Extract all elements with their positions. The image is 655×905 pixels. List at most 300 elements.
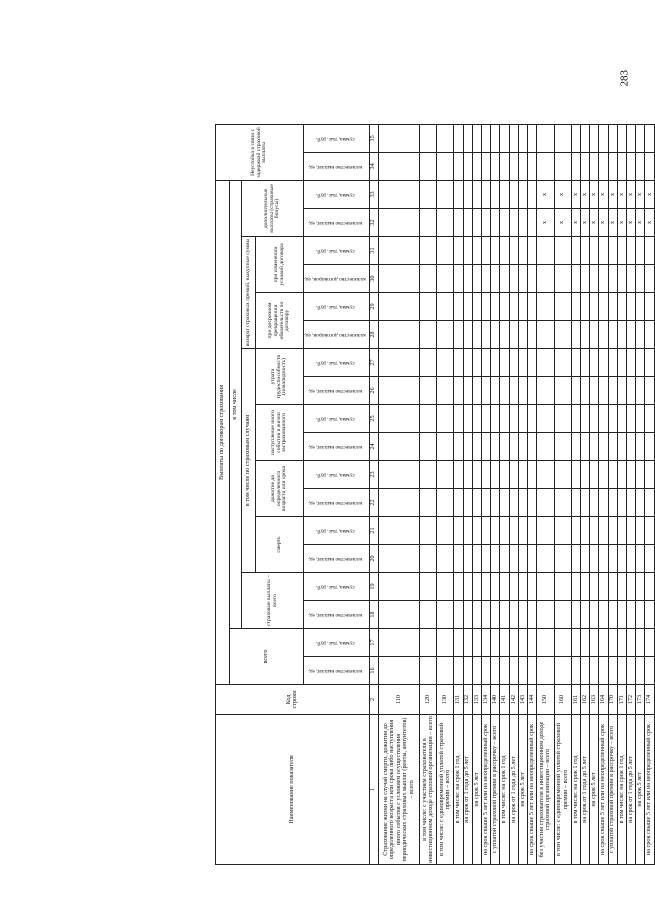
data-cell[interactable]: х (580, 180, 589, 208)
data-cell[interactable] (528, 405, 537, 433)
data-cell[interactable] (419, 517, 436, 545)
data-cell[interactable]: х (617, 180, 626, 208)
data-cell[interactable] (491, 657, 500, 685)
data-cell[interactable] (437, 265, 454, 293)
data-cell[interactable] (636, 601, 645, 629)
data-cell[interactable] (491, 405, 500, 433)
data-cell[interactable]: х (636, 209, 645, 237)
data-cell[interactable] (518, 573, 527, 601)
data-cell[interactable] (463, 124, 472, 152)
data-cell[interactable] (537, 545, 554, 573)
data-cell[interactable] (627, 124, 636, 152)
data-cell[interactable] (608, 152, 617, 180)
data-cell[interactable]: х (627, 180, 636, 208)
data-cell[interactable] (608, 377, 617, 405)
data-cell[interactable] (509, 237, 518, 265)
data-cell[interactable] (645, 293, 655, 321)
data-cell[interactable] (599, 405, 608, 433)
data-cell[interactable] (580, 489, 589, 517)
data-cell[interactable] (528, 180, 537, 208)
data-cell[interactable] (419, 180, 436, 208)
data-cell[interactable] (491, 545, 500, 573)
data-cell[interactable] (454, 405, 463, 433)
data-cell[interactable] (437, 321, 454, 349)
data-cell[interactable] (627, 489, 636, 517)
data-cell[interactable] (419, 489, 436, 517)
data-cell[interactable] (528, 152, 537, 180)
data-cell[interactable] (627, 573, 636, 601)
data-cell[interactable] (509, 489, 518, 517)
data-cell[interactable] (599, 321, 608, 349)
data-cell[interactable] (437, 461, 454, 489)
data-cell[interactable] (481, 293, 490, 321)
data-cell[interactable] (472, 601, 481, 629)
data-cell[interactable] (472, 517, 481, 545)
data-cell[interactable] (645, 545, 655, 573)
data-cell[interactable] (419, 405, 436, 433)
data-cell[interactable] (645, 152, 655, 180)
data-cell[interactable] (617, 237, 626, 265)
data-cell[interactable] (463, 629, 472, 657)
data-cell[interactable] (590, 433, 599, 461)
data-cell[interactable] (554, 349, 571, 377)
data-cell[interactable] (599, 377, 608, 405)
data-cell[interactable] (419, 657, 436, 685)
data-cell[interactable] (437, 489, 454, 517)
data-cell[interactable] (537, 377, 554, 405)
data-cell[interactable] (537, 124, 554, 152)
data-cell[interactable] (599, 461, 608, 489)
data-cell[interactable] (617, 545, 626, 573)
data-cell[interactable] (580, 321, 589, 349)
data-cell[interactable] (378, 629, 419, 657)
data-cell[interactable] (463, 405, 472, 433)
data-cell[interactable] (645, 265, 655, 293)
data-cell[interactable] (481, 657, 490, 685)
data-cell[interactable] (454, 657, 463, 685)
data-cell[interactable] (509, 657, 518, 685)
data-cell[interactable] (518, 237, 527, 265)
data-cell[interactable] (518, 657, 527, 685)
data-cell[interactable] (518, 124, 527, 152)
data-cell[interactable] (500, 152, 509, 180)
data-cell[interactable] (617, 629, 626, 657)
data-cell[interactable] (481, 265, 490, 293)
data-cell[interactable] (518, 180, 527, 208)
data-cell[interactable] (463, 237, 472, 265)
data-cell[interactable] (491, 293, 500, 321)
data-cell[interactable] (636, 405, 645, 433)
data-cell[interactable] (554, 629, 571, 657)
data-cell[interactable] (472, 545, 481, 573)
data-cell[interactable] (580, 573, 589, 601)
data-cell[interactable] (454, 517, 463, 545)
data-cell[interactable] (463, 517, 472, 545)
data-cell[interactable] (537, 573, 554, 601)
data-cell[interactable] (590, 265, 599, 293)
data-cell[interactable] (590, 545, 599, 573)
data-cell[interactable] (617, 405, 626, 433)
data-cell[interactable] (378, 545, 419, 573)
data-cell[interactable] (454, 152, 463, 180)
data-cell[interactable] (599, 517, 608, 545)
data-cell[interactable] (645, 657, 655, 685)
data-cell[interactable] (636, 152, 645, 180)
data-cell[interactable] (627, 629, 636, 657)
data-cell[interactable] (627, 461, 636, 489)
data-cell[interactable] (509, 265, 518, 293)
data-cell[interactable] (537, 657, 554, 685)
data-cell[interactable] (472, 237, 481, 265)
data-cell[interactable]: х (590, 180, 599, 208)
data-cell[interactable] (554, 152, 571, 180)
data-cell[interactable] (528, 237, 537, 265)
data-cell[interactable] (599, 657, 608, 685)
data-cell[interactable] (617, 265, 626, 293)
data-cell[interactable] (571, 545, 580, 573)
data-cell[interactable] (491, 124, 500, 152)
data-cell[interactable] (554, 657, 571, 685)
data-cell[interactable] (571, 461, 580, 489)
data-cell[interactable] (617, 152, 626, 180)
data-cell[interactable] (608, 237, 617, 265)
data-cell[interactable] (627, 321, 636, 349)
data-cell[interactable] (472, 377, 481, 405)
data-cell[interactable] (454, 124, 463, 152)
data-cell[interactable] (571, 152, 580, 180)
data-cell[interactable] (636, 265, 645, 293)
data-cell[interactable] (378, 405, 419, 433)
data-cell[interactable] (580, 517, 589, 545)
data-cell[interactable] (500, 209, 509, 237)
data-cell[interactable] (518, 601, 527, 629)
data-cell[interactable] (580, 349, 589, 377)
data-cell[interactable] (472, 405, 481, 433)
data-cell[interactable] (580, 124, 589, 152)
data-cell[interactable] (599, 152, 608, 180)
data-cell[interactable] (645, 517, 655, 545)
data-cell[interactable] (481, 489, 490, 517)
data-cell[interactable] (463, 461, 472, 489)
data-cell[interactable] (645, 601, 655, 629)
data-cell[interactable] (463, 265, 472, 293)
data-cell[interactable] (518, 152, 527, 180)
data-cell[interactable] (599, 433, 608, 461)
data-cell[interactable] (518, 209, 527, 237)
data-cell[interactable] (491, 629, 500, 657)
data-cell[interactable] (472, 629, 481, 657)
data-cell[interactable] (580, 265, 589, 293)
data-cell[interactable] (571, 124, 580, 152)
data-cell[interactable] (518, 461, 527, 489)
data-cell[interactable] (636, 321, 645, 349)
data-cell[interactable] (636, 293, 645, 321)
data-cell[interactable]: х (580, 209, 589, 237)
data-cell[interactable] (537, 321, 554, 349)
data-cell[interactable] (528, 461, 537, 489)
data-cell[interactable] (437, 573, 454, 601)
data-cell[interactable] (419, 545, 436, 573)
data-cell[interactable]: х (571, 209, 580, 237)
data-cell[interactable] (580, 152, 589, 180)
data-cell[interactable] (554, 405, 571, 433)
data-cell[interactable] (509, 321, 518, 349)
data-cell[interactable] (528, 517, 537, 545)
data-cell[interactable] (491, 377, 500, 405)
data-cell[interactable] (419, 601, 436, 629)
data-cell[interactable] (590, 377, 599, 405)
data-cell[interactable] (627, 657, 636, 685)
data-cell[interactable]: х (537, 209, 554, 237)
data-cell[interactable] (580, 293, 589, 321)
data-cell[interactable] (472, 657, 481, 685)
data-cell[interactable] (481, 124, 490, 152)
data-cell[interactable] (509, 293, 518, 321)
data-cell[interactable] (509, 124, 518, 152)
data-cell[interactable] (571, 377, 580, 405)
data-cell[interactable] (571, 489, 580, 517)
data-cell[interactable] (481, 601, 490, 629)
data-cell[interactable] (599, 293, 608, 321)
data-cell[interactable] (590, 237, 599, 265)
data-cell[interactable] (617, 349, 626, 377)
data-cell[interactable] (472, 293, 481, 321)
data-cell[interactable] (500, 124, 509, 152)
data-cell[interactable] (599, 545, 608, 573)
data-cell[interactable] (419, 377, 436, 405)
data-cell[interactable] (590, 657, 599, 685)
data-cell[interactable] (580, 461, 589, 489)
data-cell[interactable] (554, 433, 571, 461)
data-cell[interactable] (378, 433, 419, 461)
data-cell[interactable] (645, 377, 655, 405)
data-cell[interactable] (481, 545, 490, 573)
data-cell[interactable]: х (571, 180, 580, 208)
data-cell[interactable] (437, 349, 454, 377)
data-cell[interactable] (627, 293, 636, 321)
data-cell[interactable] (509, 209, 518, 237)
data-cell[interactable] (590, 601, 599, 629)
data-cell[interactable] (537, 601, 554, 629)
data-cell[interactable] (378, 152, 419, 180)
data-cell[interactable] (636, 461, 645, 489)
data-cell[interactable] (518, 377, 527, 405)
data-cell[interactable] (419, 152, 436, 180)
data-cell[interactable] (378, 489, 419, 517)
data-cell[interactable] (463, 293, 472, 321)
data-cell[interactable] (580, 629, 589, 657)
data-cell[interactable] (509, 349, 518, 377)
data-cell[interactable] (537, 629, 554, 657)
data-cell[interactable] (437, 377, 454, 405)
data-cell[interactable] (599, 124, 608, 152)
data-cell[interactable] (481, 517, 490, 545)
data-cell[interactable] (500, 265, 509, 293)
data-cell[interactable] (378, 517, 419, 545)
data-cell[interactable] (481, 629, 490, 657)
data-cell[interactable] (500, 573, 509, 601)
data-cell[interactable] (518, 265, 527, 293)
data-cell[interactable] (454, 209, 463, 237)
data-cell[interactable] (645, 573, 655, 601)
data-cell[interactable] (599, 601, 608, 629)
data-cell[interactable] (491, 489, 500, 517)
data-cell[interactable] (378, 180, 419, 208)
data-cell[interactable] (627, 152, 636, 180)
data-cell[interactable] (518, 489, 527, 517)
data-cell[interactable] (509, 601, 518, 629)
data-cell[interactable] (491, 461, 500, 489)
data-cell[interactable]: х (608, 180, 617, 208)
data-cell[interactable] (454, 601, 463, 629)
data-cell[interactable] (419, 321, 436, 349)
data-cell[interactable] (454, 489, 463, 517)
data-cell[interactable] (627, 377, 636, 405)
data-cell[interactable] (554, 461, 571, 489)
data-cell[interactable] (378, 237, 419, 265)
data-cell[interactable] (419, 629, 436, 657)
data-cell[interactable] (590, 293, 599, 321)
data-cell[interactable] (599, 237, 608, 265)
data-cell[interactable] (571, 237, 580, 265)
data-cell[interactable] (571, 349, 580, 377)
data-cell[interactable] (518, 405, 527, 433)
data-cell[interactable] (590, 321, 599, 349)
data-cell[interactable] (437, 180, 454, 208)
data-cell[interactable] (378, 265, 419, 293)
data-cell[interactable] (481, 405, 490, 433)
data-cell[interactable] (528, 657, 537, 685)
data-cell[interactable] (608, 265, 617, 293)
data-cell[interactable] (437, 433, 454, 461)
data-cell[interactable] (463, 489, 472, 517)
data-cell[interactable] (463, 377, 472, 405)
data-cell[interactable] (554, 321, 571, 349)
data-cell[interactable] (608, 545, 617, 573)
data-cell[interactable] (518, 349, 527, 377)
data-cell[interactable] (437, 517, 454, 545)
data-cell[interactable] (378, 377, 419, 405)
data-cell[interactable] (454, 545, 463, 573)
data-cell[interactable] (599, 573, 608, 601)
data-cell[interactable] (580, 545, 589, 573)
data-cell[interactable] (463, 209, 472, 237)
data-cell[interactable] (537, 433, 554, 461)
data-cell[interactable]: х (554, 180, 571, 208)
data-cell[interactable] (378, 293, 419, 321)
data-cell[interactable] (645, 629, 655, 657)
data-cell[interactable] (472, 180, 481, 208)
data-cell[interactable] (627, 601, 636, 629)
data-cell[interactable] (463, 180, 472, 208)
data-cell[interactable] (509, 629, 518, 657)
data-cell[interactable] (500, 293, 509, 321)
data-cell[interactable] (636, 573, 645, 601)
data-cell[interactable] (645, 349, 655, 377)
data-cell[interactable] (636, 349, 645, 377)
data-cell[interactable]: х (617, 209, 626, 237)
data-cell[interactable] (608, 293, 617, 321)
data-cell[interactable] (617, 489, 626, 517)
data-cell[interactable] (617, 657, 626, 685)
data-cell[interactable] (608, 124, 617, 152)
data-cell[interactable] (617, 293, 626, 321)
data-cell[interactable] (528, 124, 537, 152)
data-cell[interactable] (419, 124, 436, 152)
data-cell[interactable] (590, 349, 599, 377)
data-cell[interactable] (580, 601, 589, 629)
data-cell[interactable] (528, 629, 537, 657)
data-cell[interactable] (554, 573, 571, 601)
data-cell[interactable] (636, 489, 645, 517)
data-cell[interactable] (500, 377, 509, 405)
data-cell[interactable] (599, 265, 608, 293)
data-cell[interactable] (580, 657, 589, 685)
data-cell[interactable] (580, 433, 589, 461)
data-cell[interactable] (472, 321, 481, 349)
data-cell[interactable] (463, 657, 472, 685)
data-cell[interactable] (590, 573, 599, 601)
data-cell[interactable] (491, 433, 500, 461)
data-cell[interactable] (608, 489, 617, 517)
data-cell[interactable] (554, 545, 571, 573)
data-cell[interactable] (571, 517, 580, 545)
data-cell[interactable] (500, 180, 509, 208)
data-cell[interactable] (608, 321, 617, 349)
data-cell[interactable] (537, 461, 554, 489)
data-cell[interactable] (627, 517, 636, 545)
data-cell[interactable] (472, 461, 481, 489)
data-cell[interactable] (481, 152, 490, 180)
data-cell[interactable] (627, 237, 636, 265)
data-cell[interactable] (528, 209, 537, 237)
data-cell[interactable] (378, 321, 419, 349)
data-cell[interactable] (580, 405, 589, 433)
data-cell[interactable] (571, 573, 580, 601)
data-cell[interactable] (454, 573, 463, 601)
data-cell[interactable]: х (599, 180, 608, 208)
data-cell[interactable] (537, 405, 554, 433)
data-cell[interactable] (608, 629, 617, 657)
data-cell[interactable] (463, 349, 472, 377)
data-cell[interactable] (463, 545, 472, 573)
data-cell[interactable] (571, 657, 580, 685)
data-cell[interactable] (454, 461, 463, 489)
data-cell[interactable] (636, 545, 645, 573)
data-cell[interactable] (437, 124, 454, 152)
data-cell[interactable] (537, 237, 554, 265)
data-cell[interactable] (491, 209, 500, 237)
data-cell[interactable] (518, 629, 527, 657)
data-cell[interactable] (571, 433, 580, 461)
data-cell[interactable] (645, 461, 655, 489)
data-cell[interactable] (608, 433, 617, 461)
data-cell[interactable] (554, 601, 571, 629)
data-cell[interactable] (378, 124, 419, 152)
data-cell[interactable] (636, 517, 645, 545)
data-cell[interactable] (617, 433, 626, 461)
data-cell[interactable] (509, 180, 518, 208)
data-cell[interactable] (454, 180, 463, 208)
data-cell[interactable] (454, 265, 463, 293)
data-cell[interactable] (509, 573, 518, 601)
data-cell[interactable] (437, 629, 454, 657)
data-cell[interactable] (491, 321, 500, 349)
data-cell[interactable] (537, 152, 554, 180)
data-cell[interactable] (378, 209, 419, 237)
data-cell[interactable] (554, 517, 571, 545)
data-cell[interactable] (636, 629, 645, 657)
